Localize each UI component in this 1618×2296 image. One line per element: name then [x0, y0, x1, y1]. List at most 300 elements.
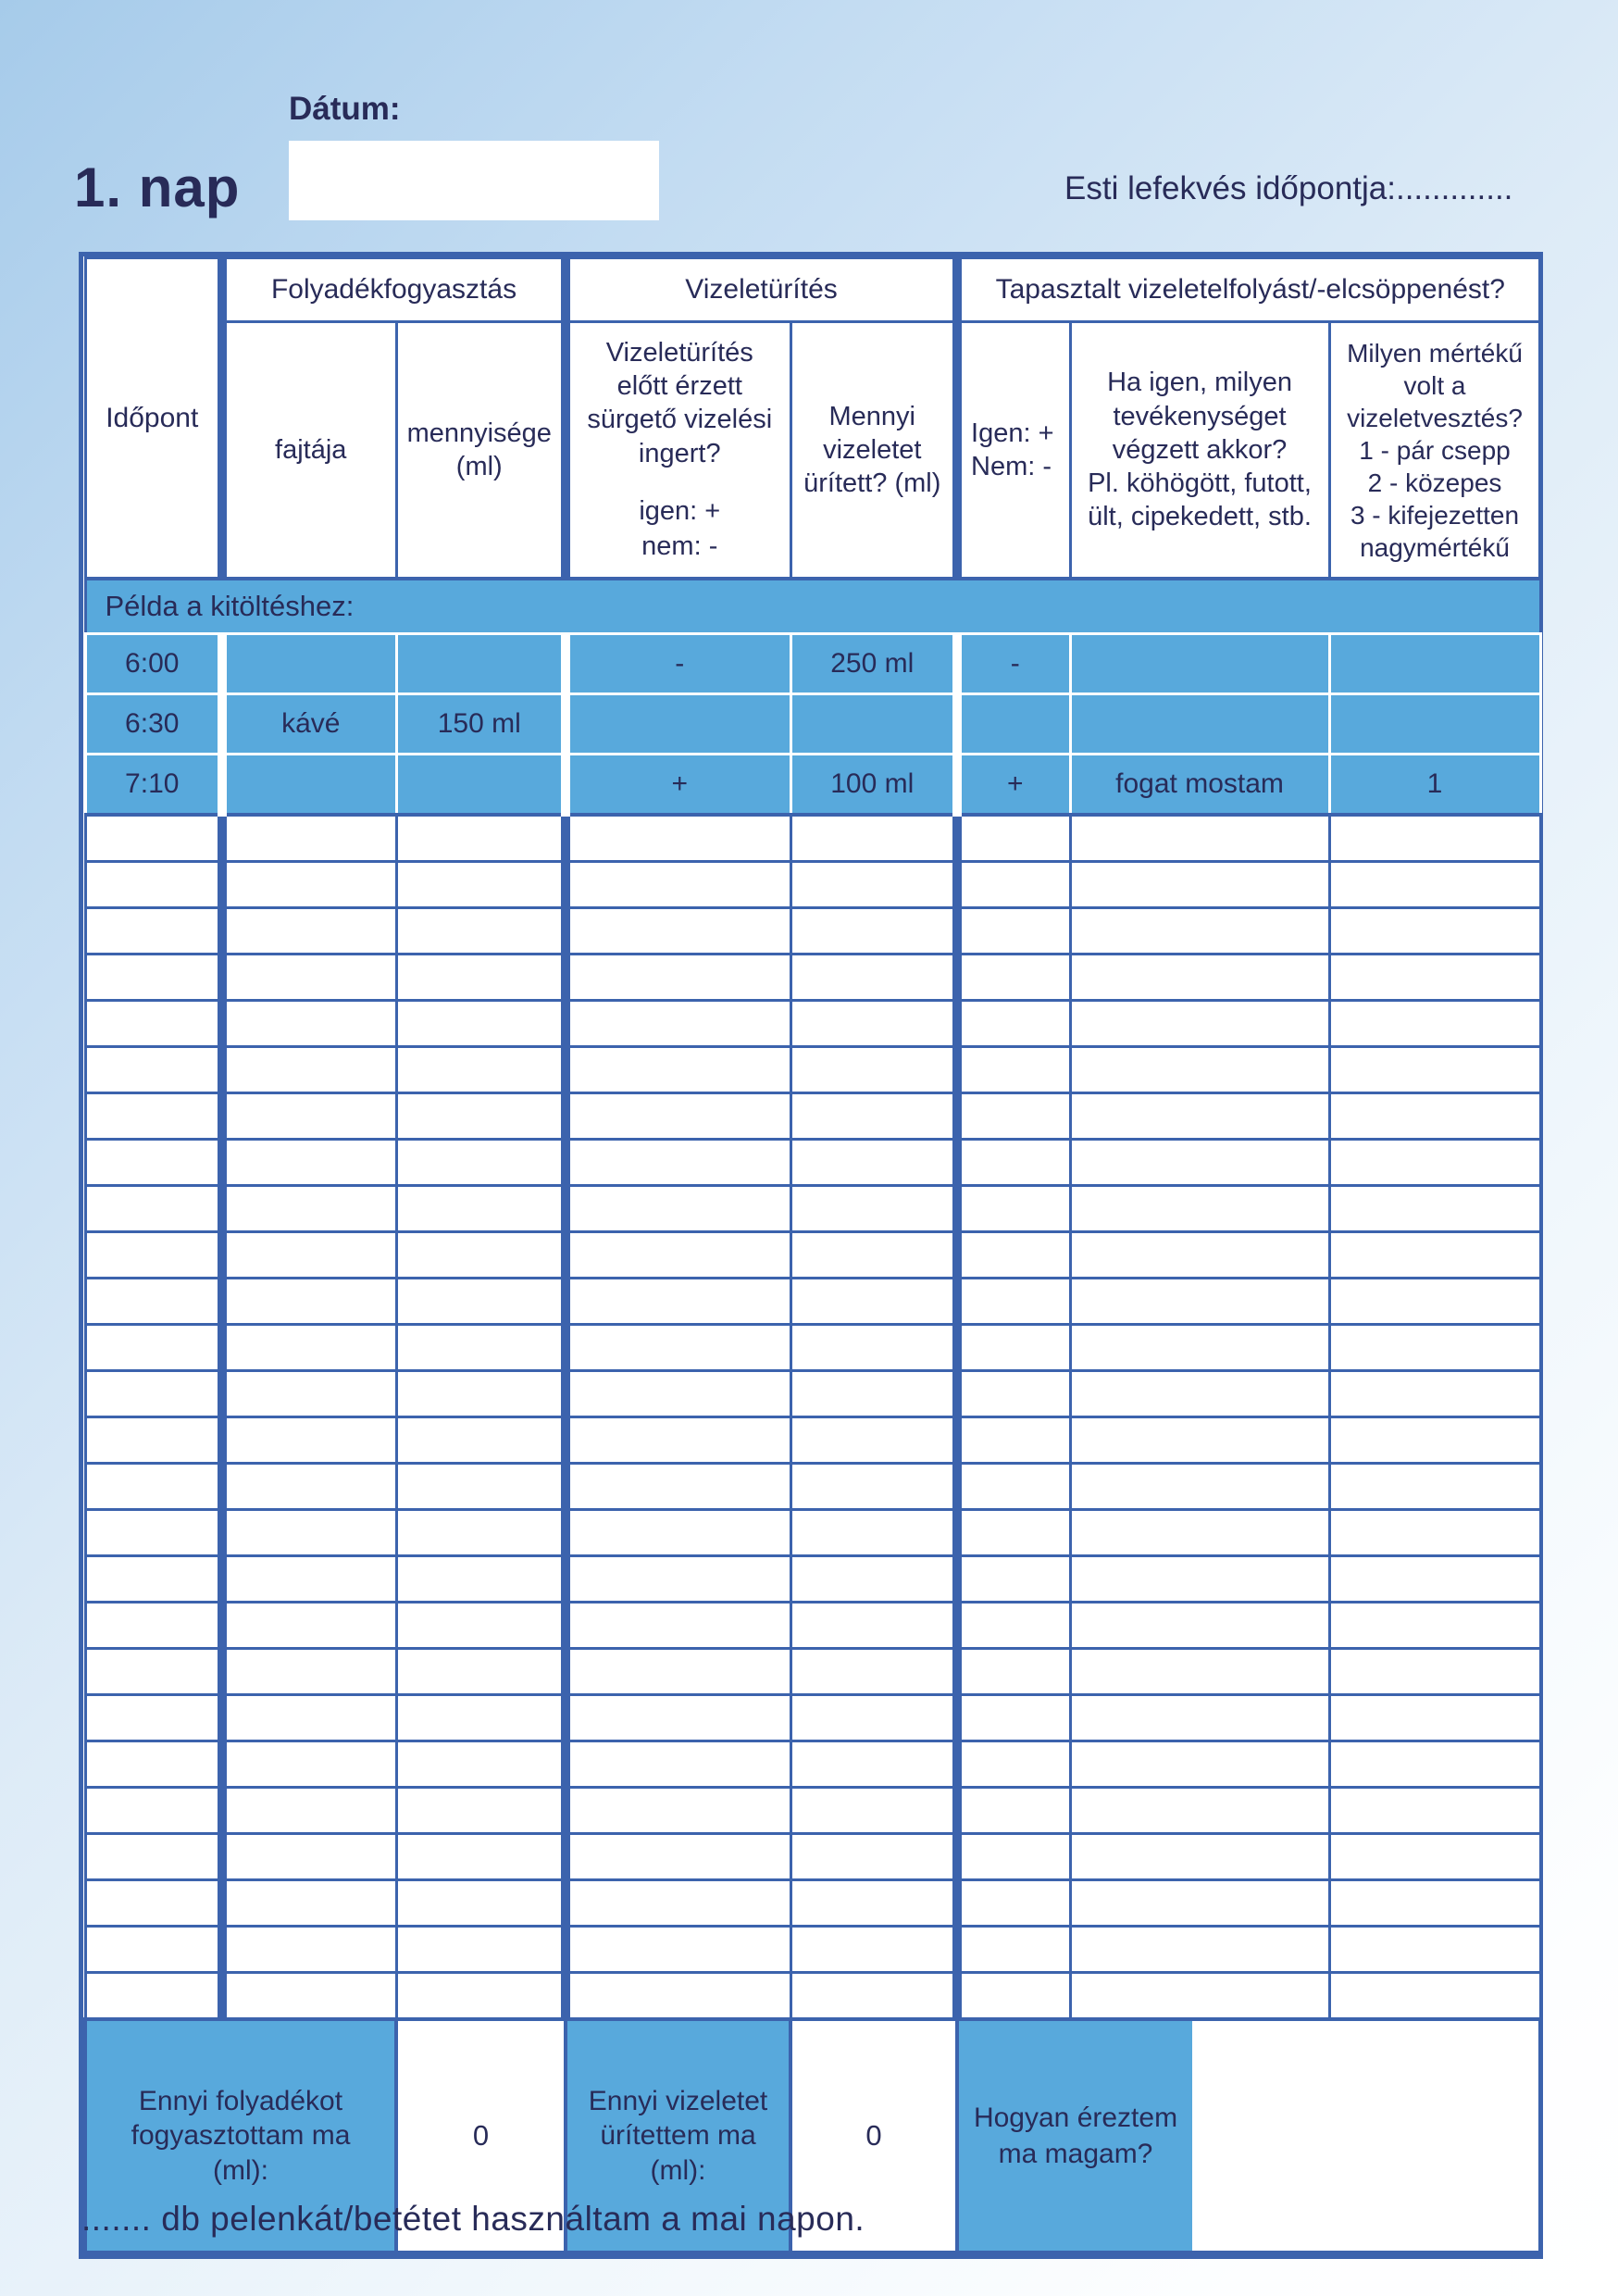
urine-total-label: Ennyi vizeletet ürítettem ma (ml):: [566, 2019, 790, 2252]
body-cell[interactable]: [790, 1649, 957, 1695]
example-fluid-type: [222, 634, 396, 694]
body-cell[interactable]: [1329, 862, 1540, 908]
example-activity: [1070, 694, 1329, 755]
table-row: [85, 1464, 1540, 1510]
example-section: [85, 579, 1540, 815]
body-cell[interactable]: [222, 1232, 396, 1279]
table-row: [85, 1973, 1540, 2020]
body-cell[interactable]: [1329, 1279, 1540, 1325]
body-cell[interactable]: [85, 955, 222, 1001]
body-cell[interactable]: [396, 1510, 566, 1556]
body-cell[interactable]: [222, 1788, 396, 1834]
body-cell[interactable]: [566, 1973, 790, 2020]
body-cell[interactable]: [1329, 1834, 1540, 1880]
column-header-leak-yesno: [957, 322, 1070, 580]
body-cell[interactable]: [1070, 955, 1329, 1001]
body-cell[interactable]: [85, 1927, 222, 1973]
body-cell[interactable]: [790, 1186, 957, 1232]
body-cell[interactable]: [222, 1510, 396, 1556]
body-cell[interactable]: [566, 815, 790, 862]
body-cell[interactable]: [85, 1510, 222, 1556]
example-time: 6:00: [85, 634, 222, 694]
body-cell[interactable]: [790, 955, 957, 1001]
example-urge: +: [566, 755, 790, 816]
body-cell[interactable]: [85, 1001, 222, 1047]
body-cell[interactable]: [566, 1047, 790, 1093]
body-cell[interactable]: [1070, 908, 1329, 955]
body-cell[interactable]: [396, 1649, 566, 1695]
body-cell[interactable]: [1329, 1186, 1540, 1232]
body-cell[interactable]: [1070, 1279, 1329, 1325]
body-cell[interactable]: [85, 1788, 222, 1834]
body-cell[interactable]: [222, 1603, 396, 1649]
body-cell[interactable]: [396, 1603, 566, 1649]
feeling-cell: [957, 2019, 1540, 2252]
body-cell[interactable]: [396, 1741, 566, 1788]
body-cell[interactable]: [957, 1186, 1070, 1232]
body-cell[interactable]: [396, 1371, 566, 1417]
body-cell[interactable]: [957, 1417, 1070, 1464]
body-cell[interactable]: [790, 1464, 957, 1510]
body-cell[interactable]: [790, 1279, 957, 1325]
body-cell[interactable]: [396, 1093, 566, 1140]
example-leak: [957, 694, 1070, 755]
diary-table: [83, 256, 1542, 2254]
body-cell[interactable]: [1329, 815, 1540, 862]
body-cell[interactable]: [957, 1371, 1070, 1417]
body-cell[interactable]: [790, 1880, 957, 1927]
body-cell[interactable]: [396, 862, 566, 908]
body-cell[interactable]: [396, 1834, 566, 1880]
body-cell[interactable]: [85, 1140, 222, 1186]
sub-header-row: [85, 322, 1540, 580]
body-cell[interactable]: [957, 1001, 1070, 1047]
body-cell[interactable]: [957, 1973, 1070, 2020]
body-cell[interactable]: [85, 1325, 222, 1371]
leak-activity-example: Pl. köhögött, futott, ült, cipekedett, stb.: [1088, 468, 1312, 532]
body-cell[interactable]: [396, 955, 566, 1001]
column-header-urge: [566, 322, 790, 580]
body-cell[interactable]: [1329, 1973, 1540, 2020]
body-cell[interactable]: [1070, 815, 1329, 862]
body-cell[interactable]: [1329, 1556, 1540, 1603]
body-cell[interactable]: [790, 1834, 957, 1880]
table-row: [85, 1927, 1540, 1973]
body-cell[interactable]: [957, 1279, 1070, 1325]
body-cell[interactable]: [396, 1279, 566, 1325]
table-row: [85, 1695, 1540, 1741]
body-cell[interactable]: [790, 1741, 957, 1788]
page-title: 1. nap: [74, 156, 241, 218]
body-cell[interactable]: [1070, 1603, 1329, 1649]
leak-severity-option-2: 2 - közepes: [1367, 468, 1502, 497]
body-cell[interactable]: [957, 1047, 1070, 1093]
feeling-answer-area[interactable]: [1192, 2021, 1538, 2251]
body-cell[interactable]: [396, 1232, 566, 1279]
body-cell[interactable]: [1329, 1325, 1540, 1371]
example-label-row: [85, 579, 1540, 634]
table-row: [85, 1603, 1540, 1649]
body-cell[interactable]: [1070, 1649, 1329, 1695]
table-row: [85, 1047, 1540, 1093]
table-row: [85, 1741, 1540, 1788]
body-cell[interactable]: [790, 1140, 957, 1186]
fluid-total-label: Ennyi folyadékot fogyasztottam ma (ml):: [85, 2019, 396, 2252]
example-urine-amount: [790, 694, 957, 755]
body-cell[interactable]: [1070, 1232, 1329, 1279]
body-cell[interactable]: [957, 1927, 1070, 1973]
body-cell[interactable]: [396, 1927, 566, 1973]
column-header-fluid-type: fajtája: [222, 322, 396, 580]
body-cell[interactable]: [957, 1556, 1070, 1603]
table-row: [85, 1140, 1540, 1186]
urge-question: Vizeletürítés előtt érzett sürgető vizelési ingert?: [587, 337, 773, 468]
body-cell[interactable]: [222, 1927, 396, 1973]
body-cell[interactable]: [957, 1834, 1070, 1880]
example-row-3: [85, 755, 1540, 816]
body-cell[interactable]: [85, 1279, 222, 1325]
body-cell[interactable]: [566, 1556, 790, 1603]
body-cell[interactable]: [222, 908, 396, 955]
urine-total-value[interactable]: 0: [790, 2019, 957, 2252]
body-cell[interactable]: [1329, 1047, 1540, 1093]
example-leak: +: [957, 755, 1070, 816]
body-cell[interactable]: [1329, 1927, 1540, 1973]
body-cell[interactable]: [222, 1834, 396, 1880]
body-cell[interactable]: [1070, 1417, 1329, 1464]
body-cell[interactable]: [790, 1001, 957, 1047]
body-cell[interactable]: [957, 1695, 1070, 1741]
body-cell[interactable]: [790, 1510, 957, 1556]
body-cell[interactable]: [790, 1788, 957, 1834]
body-cell[interactable]: [222, 1186, 396, 1232]
example-activity: fogat mostam: [1070, 755, 1329, 816]
example-row-1: [85, 634, 1540, 694]
example-leak: -: [957, 634, 1070, 694]
body-cell[interactable]: [1329, 1649, 1540, 1695]
body-cell[interactable]: [566, 1510, 790, 1556]
diary-table-wrap: [79, 252, 1543, 2259]
table-row: [85, 1788, 1540, 1834]
table-row: [85, 1279, 1540, 1325]
body-cell[interactable]: [566, 1279, 790, 1325]
body-cell[interactable]: [1070, 1140, 1329, 1186]
table-row: [85, 1186, 1540, 1232]
body-cell[interactable]: [222, 1695, 396, 1741]
body-cell[interactable]: [957, 908, 1070, 955]
body-cell[interactable]: [222, 1417, 396, 1464]
body-cell[interactable]: [85, 1880, 222, 1927]
example-severity: 1: [1329, 755, 1540, 816]
column-header-time: Időpont: [85, 258, 222, 580]
body-cell[interactable]: [1329, 1417, 1540, 1464]
body-cell[interactable]: [222, 1880, 396, 1927]
bedtime-label: Esti lefekvés időpontja:.............: [1064, 170, 1513, 206]
body-cell[interactable]: [957, 1510, 1070, 1556]
body-cell[interactable]: [957, 1093, 1070, 1140]
column-group-urination: Vizeletürítés: [566, 258, 957, 322]
example-activity: [1070, 634, 1329, 694]
body-cell[interactable]: [396, 1325, 566, 1371]
body-cell[interactable]: [1329, 1001, 1540, 1047]
body-cell[interactable]: [790, 1232, 957, 1279]
leak-severity-option-3: 3 - kifejezetten nagymértékű: [1350, 500, 1520, 562]
body-cell[interactable]: [85, 1464, 222, 1510]
body-cell[interactable]: [790, 1093, 957, 1140]
body-cell[interactable]: [957, 1741, 1070, 1788]
body-cell[interactable]: [1329, 1880, 1540, 1927]
body-cell[interactable]: [957, 1140, 1070, 1186]
body-cell[interactable]: [566, 1325, 790, 1371]
body-cell[interactable]: [566, 1649, 790, 1695]
urge-yes-label: igen: +: [639, 495, 721, 526]
column-header-leak-severity: [1329, 322, 1540, 580]
body-cell[interactable]: [1070, 1047, 1329, 1093]
body-cell[interactable]: [566, 1232, 790, 1279]
footer-note: ....... db pelenkát/betétet használtam a mai napon.: [81, 2200, 865, 2238]
example-urine-amount: 100 ml: [790, 755, 957, 816]
leak-no-label: Nem: -: [971, 452, 1052, 481]
body-cell[interactable]: [85, 1047, 222, 1093]
body-cell[interactable]: [566, 1741, 790, 1788]
fluid-total-value[interactable]: 0: [396, 2019, 566, 2252]
body-cell[interactable]: [222, 1741, 396, 1788]
body-cell[interactable]: [566, 1927, 790, 1973]
column-group-fluid: Folyadékfogyasztás: [222, 258, 566, 322]
body-cell[interactable]: [1070, 1093, 1329, 1140]
body-cell[interactable]: [222, 1279, 396, 1325]
table-row: [85, 1232, 1540, 1279]
body-cell[interactable]: [85, 1186, 222, 1232]
body-cell[interactable]: [566, 1603, 790, 1649]
body-cell[interactable]: [566, 1093, 790, 1140]
body-cell[interactable]: [957, 1880, 1070, 1927]
body-cell[interactable]: [1329, 908, 1540, 955]
body-cell[interactable]: [566, 908, 790, 955]
body-cell[interactable]: [790, 1325, 957, 1371]
example-urine-amount: 250 ml: [790, 634, 957, 694]
body-cell[interactable]: [790, 1603, 957, 1649]
body-cell[interactable]: [396, 1001, 566, 1047]
body-cell[interactable]: [222, 815, 396, 862]
body-cell[interactable]: [396, 1880, 566, 1927]
body-cell[interactable]: [396, 1140, 566, 1186]
table-row: [85, 1556, 1540, 1603]
body-cell[interactable]: [566, 1834, 790, 1880]
body-cell[interactable]: [1070, 1834, 1329, 1880]
example-label: Példa a kitöltéshez:: [85, 579, 1540, 634]
body-cell[interactable]: [957, 1603, 1070, 1649]
body-cell[interactable]: [1329, 955, 1540, 1001]
body-cell[interactable]: [957, 955, 1070, 1001]
table-row: [85, 1834, 1540, 1880]
table-row: [85, 955, 1540, 1001]
body-cell[interactable]: [85, 1834, 222, 1880]
body-cell[interactable]: [566, 1140, 790, 1186]
table-row: [85, 1325, 1540, 1371]
body-cell[interactable]: [566, 862, 790, 908]
body-cell[interactable]: [957, 1325, 1070, 1371]
column-group-leakage: Tapasztalt vizeletelfolyást/-elcsöppenést?: [957, 258, 1540, 322]
example-row-2: [85, 694, 1540, 755]
body-cell[interactable]: [222, 955, 396, 1001]
body-cell[interactable]: [566, 955, 790, 1001]
body-cell[interactable]: [85, 1093, 222, 1140]
body-cell[interactable]: [566, 1417, 790, 1464]
body-cell[interactable]: [1329, 1695, 1540, 1741]
body-cell[interactable]: [222, 862, 396, 908]
body-cell[interactable]: [222, 1556, 396, 1603]
body-cell[interactable]: [396, 1417, 566, 1464]
body-cell[interactable]: [396, 1186, 566, 1232]
example-time: 6:30: [85, 694, 222, 755]
example-fluid-amount: 150 ml: [396, 694, 566, 755]
body-cell[interactable]: [396, 908, 566, 955]
example-fluid-amount: [396, 634, 566, 694]
column-header-leak-activity: [1070, 322, 1329, 580]
body-cell[interactable]: [1329, 1140, 1540, 1186]
example-urge: -: [566, 634, 790, 694]
body-cell[interactable]: [1070, 1556, 1329, 1603]
body-cell[interactable]: [85, 1232, 222, 1279]
table-row: [85, 1510, 1540, 1556]
body-cell[interactable]: [396, 815, 566, 862]
body-cell[interactable]: [222, 1649, 396, 1695]
example-severity: [1329, 634, 1540, 694]
body-cell[interactable]: [1070, 1325, 1329, 1371]
body-cell[interactable]: [1329, 1232, 1540, 1279]
body-cell[interactable]: [790, 1556, 957, 1603]
body-cell[interactable]: [85, 1371, 222, 1417]
body-cell[interactable]: [1070, 1371, 1329, 1417]
body-cell[interactable]: [1070, 1464, 1329, 1510]
body-cell[interactable]: [1070, 1973, 1329, 2020]
body-cell[interactable]: [396, 1464, 566, 1510]
body-cell[interactable]: [1070, 1880, 1329, 1927]
body-cell[interactable]: [1070, 1695, 1329, 1741]
body-cell[interactable]: [566, 1001, 790, 1047]
body-cell[interactable]: [222, 1047, 396, 1093]
body-cell[interactable]: [790, 1047, 957, 1093]
body-cell[interactable]: [1329, 1371, 1540, 1417]
body-cell[interactable]: [1329, 1093, 1540, 1140]
leak-activity-question: Ha igen, milyen tevékenységet végzett akkor?: [1107, 368, 1292, 465]
body-cell[interactable]: [957, 1464, 1070, 1510]
body-cell[interactable]: [1070, 1001, 1329, 1047]
body-cell[interactable]: [222, 1140, 396, 1186]
body-cell[interactable]: [85, 862, 222, 908]
body-cell[interactable]: [222, 1371, 396, 1417]
body-cell[interactable]: [957, 815, 1070, 862]
body-cell[interactable]: [790, 1927, 957, 1973]
body-cell[interactable]: [957, 862, 1070, 908]
feeling-label: Hogyan éreztem ma magam?: [959, 2021, 1192, 2251]
empty-rows: [85, 815, 1540, 2019]
body-cell[interactable]: [222, 1001, 396, 1047]
date-input-box[interactable]: [289, 141, 659, 220]
leak-severity-question: Milyen mértékű volt a vizeletvesztés?: [1347, 338, 1523, 432]
table-row: [85, 1649, 1540, 1695]
body-cell[interactable]: [566, 1880, 790, 1927]
body-cell[interactable]: [566, 1371, 790, 1417]
date-label: Dátum:: [289, 91, 401, 127]
body-cell[interactable]: [1070, 1510, 1329, 1556]
body-cell[interactable]: [957, 1788, 1070, 1834]
body-cell[interactable]: [396, 1788, 566, 1834]
body-cell[interactable]: [1329, 1788, 1540, 1834]
body-cell[interactable]: [957, 1649, 1070, 1695]
body-cell[interactable]: [957, 1232, 1070, 1279]
example-fluid-type: kávé: [222, 694, 396, 755]
column-header-urine-amount: Mennyi vizeletet ürített? (ml): [790, 322, 957, 580]
body-cell[interactable]: [85, 1695, 222, 1741]
body-cell[interactable]: [1329, 1464, 1540, 1510]
body-cell[interactable]: [222, 1093, 396, 1140]
example-fluid-type: [222, 755, 396, 816]
body-cell[interactable]: [1070, 862, 1329, 908]
body-cell[interactable]: [85, 908, 222, 955]
body-cell[interactable]: [85, 1603, 222, 1649]
body-cell[interactable]: [396, 1047, 566, 1093]
body-cell[interactable]: [396, 1556, 566, 1603]
body-cell[interactable]: [85, 1741, 222, 1788]
body-cell[interactable]: [790, 862, 957, 908]
body-cell[interactable]: [222, 1325, 396, 1371]
body-cell[interactable]: [85, 1417, 222, 1464]
column-header-fluid-amount: mennyisége (ml): [396, 322, 566, 580]
table-row: [85, 908, 1540, 955]
body-cell[interactable]: [790, 1695, 957, 1741]
table-row: [85, 1417, 1540, 1464]
body-cell[interactable]: [566, 1464, 790, 1510]
body-cell[interactable]: [790, 815, 957, 862]
example-time: 7:10: [85, 755, 222, 816]
body-cell[interactable]: [1070, 1741, 1329, 1788]
body-cell[interactable]: [85, 1556, 222, 1603]
body-cell[interactable]: [222, 1464, 396, 1510]
body-cell[interactable]: [396, 1695, 566, 1741]
body-cell[interactable]: [790, 908, 957, 955]
body-cell[interactable]: [1070, 1186, 1329, 1232]
body-cell[interactable]: [222, 1973, 396, 2020]
example-severity: [1329, 694, 1540, 755]
table-row: [85, 1001, 1540, 1047]
example-fluid-amount: [396, 755, 566, 816]
table-header: [85, 258, 1540, 580]
body-cell[interactable]: [396, 1973, 566, 2020]
body-cell[interactable]: [1329, 1741, 1540, 1788]
body-cell[interactable]: [790, 1371, 957, 1417]
body-cell[interactable]: [1070, 1927, 1329, 1973]
body-cell[interactable]: [1070, 1788, 1329, 1834]
table-row: [85, 1371, 1540, 1417]
body-cell[interactable]: [1329, 1510, 1540, 1556]
table-row: [85, 815, 1540, 862]
body-cell[interactable]: [1329, 1603, 1540, 1649]
body-cell[interactable]: [566, 1695, 790, 1741]
body-cell[interactable]: [85, 815, 222, 862]
body-cell[interactable]: [85, 1973, 222, 2020]
body-cell[interactable]: [790, 1417, 957, 1464]
body-cell[interactable]: [566, 1186, 790, 1232]
leak-yes-label: Igen: +: [971, 418, 1054, 448]
urge-no-label: nem: -: [641, 530, 718, 561]
body-cell[interactable]: [566, 1788, 790, 1834]
body-cell[interactable]: [85, 1649, 222, 1695]
example-urge: [566, 694, 790, 755]
table-row: [85, 862, 1540, 908]
body-cell[interactable]: [790, 1973, 957, 2020]
